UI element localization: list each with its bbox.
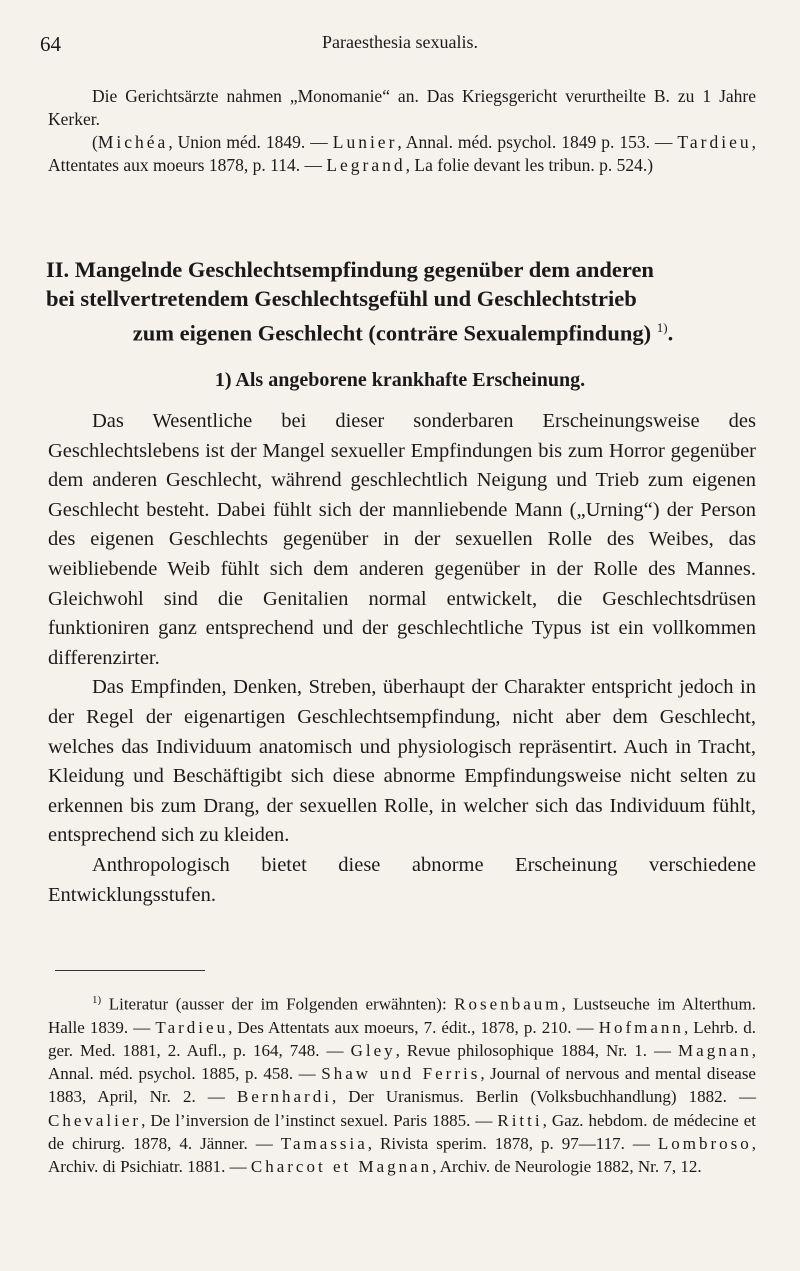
author-name: Lombroso — [657, 1133, 752, 1153]
section-heading — [46, 255, 760, 348]
page-number: 64 — [40, 32, 61, 56]
footnote-marker: 1) — [656, 320, 668, 335]
author-name: Tardieu — [155, 1017, 229, 1037]
case-references: (Michéa, Union méd. 1849. — Lunier, Annal. méd. psychol. 1849 p. 153. — Tardieu, Attentates aux moeurs 1878, p. 114. — Legrand, La folie devant les tribun. p. 524.) — [48, 132, 756, 175]
preceding-case-conclusion — [48, 85, 756, 177]
author-name: Magnan — [678, 1041, 752, 1061]
author-name: Lunier — [332, 132, 398, 152]
author-name: Charcot et Magnan — [250, 1157, 433, 1177]
running-head: Paraesthesia sexualis. — [322, 32, 478, 52]
author-name: Tardieu — [677, 132, 752, 152]
author-name: Gley — [350, 1041, 396, 1061]
author-name: Legrand — [326, 155, 406, 175]
footnote — [48, 989, 756, 1178]
body-paragraph-1: Das Wesentliche bei dieser sonderbaren Erscheinungsweise des Geschlechtslebens ist der Mangel sexueller Empfindungen bis zum Horror gegenüber dem anderen Geschlecht, während geschlechtlich Neigung und Trieb zum eigenen Geschlecht besteht. Dabei fühlt sich der mannliebende Mann („Urning“) der Person des eigenen Geschlechts gegenüber in der sexuellen Rolle des Weibes, das weibliebende Weib fühlt sich dem anderen gegenüber in der Rolle des Mannes. Gleichwohl sind die Genitalien normal entwickelt, die Geschlechtsdrüsen funktioniren ganz entsprechend und der geschlechtliche Typus ist ein vollkommen differenzirter. — [48, 410, 756, 669]
author-name: Hofmann — [598, 1017, 684, 1037]
body-paragraph-3: Anthropologisch bietet diese abnorme Erscheinung verschiedene Entwicklungsstufen. — [48, 853, 756, 906]
author-name: Bernhardi — [236, 1087, 332, 1107]
verdict-paragraph: Die Gerichtsärzte nahmen „Monomanie“ an. Das Kriegsgericht verurtheilte B. zu 1 Jahre Kerker. — [48, 86, 756, 129]
footnote-divider — [55, 970, 205, 971]
body-text — [48, 407, 756, 910]
author-name: Michéa — [97, 132, 169, 152]
footnote-number: 1) — [92, 994, 102, 1006]
author-name: Rosenbaum — [454, 994, 562, 1014]
author-name: Chevalier — [48, 1110, 142, 1130]
body-paragraph-2: Das Empfinden, Denken, Streben, überhaupt der Charakter entspricht jedoch in der Regel der eigenartigen Geschlechtsempfindung, nicht aber dem Geschlecht, welches das Individuum anatomisch und physiologisch repräsentirt. Auch in Tracht, Kleidung und Beschäftigibt sich diese abnorme Empfindungsweise nicht selten zu erkennen bis zum Drang, der sexuellen Rolle, in welcher sich das Individuum fühlt, entsprechend sich zu kleiden. — [48, 676, 756, 847]
author-name: Ritti — [497, 1110, 543, 1130]
section-heading-line-2: bei stellvertretendem Geschlechtsgefühl und Geschlechtstrieb — [46, 286, 637, 311]
author-name: Tamassia — [280, 1133, 368, 1153]
footnote-text: $^{1)}$ Literatur (ausser der im Folgenden erwähnten): Rosenbaum, Lustseuche im Alterthum. Halle 1839. — Tardieu, Des Attentats aux moeurs, 7. édit., 1878, p. 210. — Hofmann, Lehrb. d. ger. Med. 1881, 2. Aufl., p. 164, 748. — Gley, Revue philosophique 1884, Nr. 1. — Magnan, Annal. méd. psychol. 1885, p. 458. — Shaw und Ferris, Journal of nervous and mental disease 1883, April, Nr. 2. — Bernhardi, Der Uranismus. Berlin (Volksbuchhandlung) 1882. — Chevalier, De l’inversion de l’instinct sexuel. Paris 1885. — Ritti, Gaz. hebdom. de médecine et de chirurg. 1878, 4. Jänner. — Tamassia, Rivista sperim. 1878, p. 97—117. — Lombroso, Archiv. di Psichiatr. 1881. — Charcot et Magnan, Archiv. de Neurologie 1882, Nr. 7, 12. — [48, 994, 757, 1177]
section-heading-line-1: II. Mangelnde Geschlechtsempfindung gegenüber dem anderen — [46, 257, 654, 282]
section-heading-line-3: zum eigenen Geschlecht (conträre Sexualempfindung) $^{1)}$. — [132, 320, 674, 346]
author-name: Shaw und Ferris — [321, 1064, 481, 1084]
subsection-heading: 1) Als angeborene krankhafte Erscheinung. — [214, 369, 586, 391]
page-header — [40, 32, 760, 62]
